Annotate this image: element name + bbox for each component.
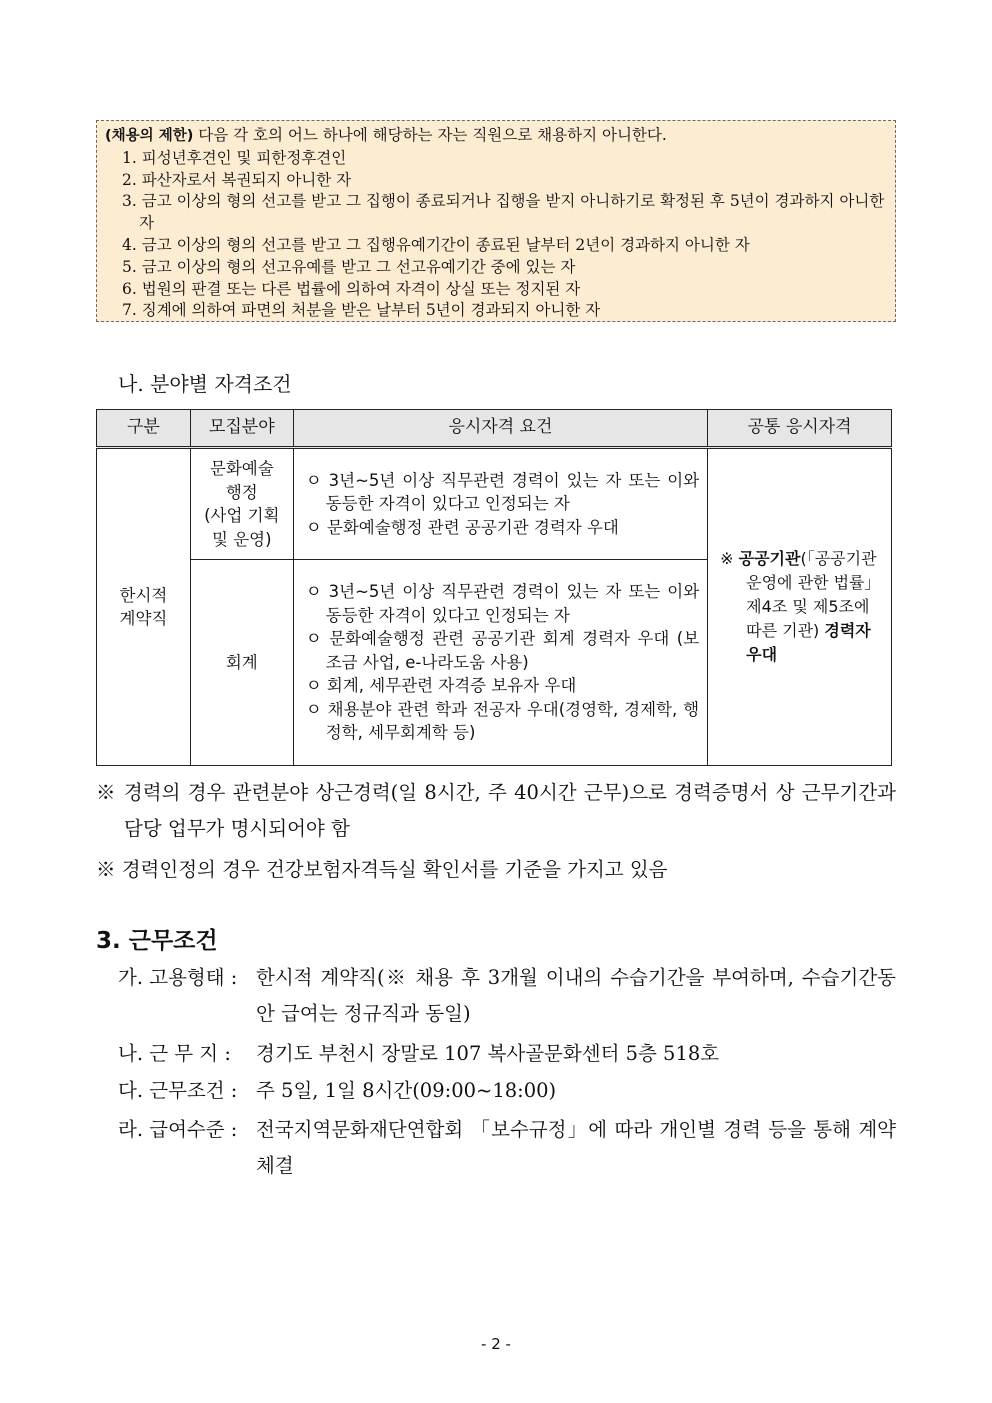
condition-row xyxy=(118,1073,896,1109)
condition-value: 한시적 계약직(※ 채용 후 3개월 이내의 수습기간을 부여하며, 수습기간동안 급여는 정규직과 동일) xyxy=(256,966,896,1025)
condition-label: 나. 근 무 지 : xyxy=(118,1042,231,1065)
field-cell: 문화예술 행정 (사업 기획 및 운영) xyxy=(190,448,293,560)
condition-row xyxy=(118,1112,896,1184)
header-common: 공통 응시자격 xyxy=(708,410,892,448)
page-number: - 2 - xyxy=(481,1335,511,1353)
requirement-item: ㅇ 3년~5년 이상 직무관련 경력이 있는 자 또는 이와 동등한 자격이 있다고 인정되는 자 xyxy=(305,470,700,514)
condition-value: 경기도 부천시 장말로 107 복사골문화센터 5층 518호 xyxy=(256,1042,720,1065)
condition-value: 주 5일, 1일 8시간(09:00~18:00) xyxy=(256,1079,557,1102)
condition-label: 라. 급여수준 : xyxy=(118,1118,238,1141)
table-header-row xyxy=(97,410,892,448)
condition-row xyxy=(118,960,896,1032)
restriction-heading-bold: (채용의 제한) xyxy=(105,128,194,144)
restriction-item: 6. 법원의 판결 또는 다른 법률에 의하여 자격이 상실 또는 정지된 자 xyxy=(122,279,581,298)
restriction-item: 4. 금고 이상의 형의 선고를 받고 그 집행유예기간이 종료된 날부터 2년이 경과하지 아니한 자 xyxy=(122,235,750,254)
requirement-item: ㅇ 3년~5년 이상 직무관련 경력이 있는 자 또는 이와 동등한 자격이 있다고 인정되는 자 xyxy=(305,582,700,625)
restriction-item: 2. 파산자로서 복권되지 아니한 자 xyxy=(122,170,352,189)
condition-row xyxy=(118,1036,896,1072)
restriction-box xyxy=(96,120,896,322)
restriction-list xyxy=(105,148,885,322)
restriction-item: 3. 금고 이상의 형의 선고를 받고 그 집행이 종료되거나 집행을 받지 아니하기로 확정된 후 5년이 경과하지 아니한 자 xyxy=(122,192,885,233)
field-cell: 회계 xyxy=(190,560,293,766)
condition-label: 가. 고용형태 : xyxy=(118,966,238,989)
note-insurance: ※ 경력인정의 경우 건강보험자격득실 확인서를 기준을 가지고 있음 xyxy=(96,858,668,881)
qualification-heading: 나. 분야별 자격조건 xyxy=(118,372,292,396)
header-field: 모집분야 xyxy=(190,410,293,448)
common-bold-1: 공공기관 xyxy=(738,549,801,568)
restriction-item: 5. 금고 이상의 형의 선고유예를 받고 그 선고유예기간 중에 있는 자 xyxy=(122,257,576,276)
restriction-item: 7. 징계에 의하여 파면의 처분을 받은 날부터 5년이 경과되지 아니한 자 xyxy=(122,301,601,320)
table-row xyxy=(97,448,892,560)
common-bold-2: 경력자 우대 xyxy=(746,621,871,664)
requirements-cell xyxy=(293,560,707,766)
common-cell xyxy=(708,448,892,766)
qualification-table xyxy=(96,409,892,766)
requirement-item: ㅇ 문화예술행정 관련 공공기관 회계 경력자 우대 (보조금 사업, e-나라도움 사용) xyxy=(305,629,700,672)
common-text: (「공공기관 운영에 관한 법률」 제4조 및 제5조에 따른 기관) xyxy=(746,549,881,640)
requirement-item: ㅇ 회계, 세무관련 자격증 보유자 우대 xyxy=(305,676,577,696)
condition-label: 다. 근무조건 : xyxy=(118,1079,238,1102)
restriction-heading xyxy=(105,125,885,148)
requirements-cell xyxy=(293,448,707,560)
restriction-heading-text: 다음 각 호의 어느 하나에 해당하는 자는 직원으로 채용하지 아니한다. xyxy=(193,126,667,144)
header-requirements: 응시자격 요건 xyxy=(293,410,707,448)
requirement-item: ㅇ 채용분야 관련 학과 전공자 우대(경영학, 경제학, 행정학, 세무회계학 등) xyxy=(305,699,700,743)
restriction-item: 1. 피성년후견인 및 피한정후견인 xyxy=(122,148,347,167)
section-title: 3. 근무조건 xyxy=(96,928,218,954)
note-career: ※ 경력의 경우 관련분야 상근경력(일 8시간, 주 40시간 근무)으로 경력증명서 상 근무기간과 담당 업무가 명시되어야 함 xyxy=(96,781,896,840)
condition-value: 전국지역문화재단연합회 「보수규정」에 따라 개인별 경력 등을 통해 계약 체결 xyxy=(256,1118,896,1177)
requirement-item: ㅇ 문화예술행정 관련 공공기관 경력자 우대 xyxy=(305,517,619,537)
header-category: 구분 xyxy=(97,410,191,448)
common-mark: ※ xyxy=(720,549,739,568)
category-cell: 한시적 계약직 xyxy=(97,448,191,766)
